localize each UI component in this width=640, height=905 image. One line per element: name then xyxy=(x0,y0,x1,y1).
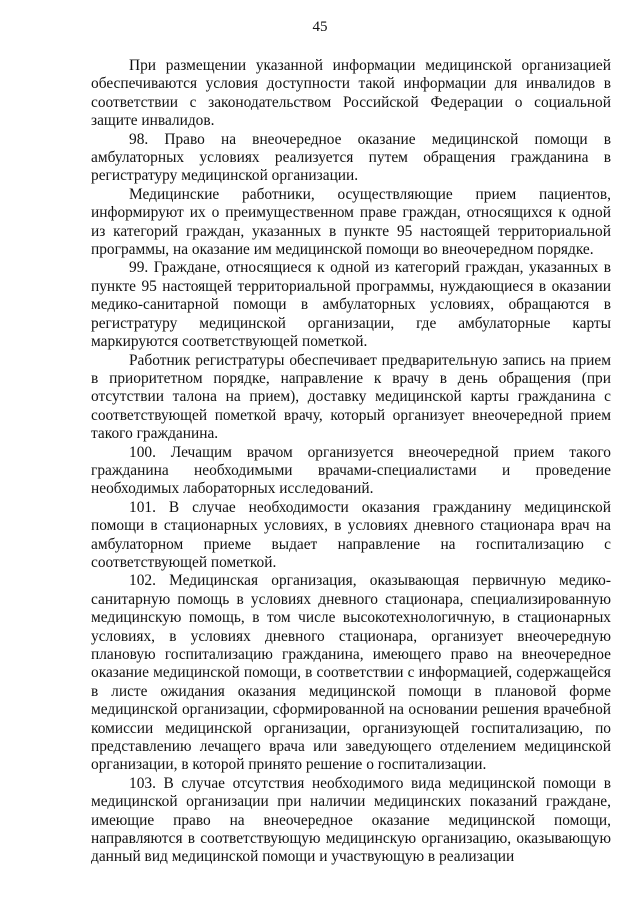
paragraph-98: 98. Право на внеочередное оказание медицинской помощи в амбулаторных условиях реализуется путем обращения гражданина в регистратуру медицинской организации. xyxy=(91,130,611,185)
document-body xyxy=(91,57,611,867)
page-number: 45 xyxy=(312,19,328,35)
paragraph-102: 102. Медицинская организация, оказывающая первичную медико-санитарную помощь в условиях дневного стационара, специализированную медицинскую помощь, в том числе высокотехнологичную, в стационарных условиях, в условиях дневного стационара, организует внеочередную плановую госпитализацию гражданина, имеющего право на внеочередное оказание медицинской помощи, в соответствии с информацией, содержащейся в листе ожидания оказания медицинской помощи в плановой форме медицинской организации, сформированной на основании решения врачебной комиссии медицинской организации, организующей госпитализацию, по представлению лечащего врача или заведующего отделением медицинской организации, в которой принято решение о госпитализации. xyxy=(91,572,611,774)
paragraph-101: 101. В случае необходимости оказания гражданину медицинской помощи в стационарных условиях, в условиях дневного стационара врач на амбулаторном приеме выдает направление на госпитализацию с соответствующей пометкой. xyxy=(91,498,611,571)
paragraph-100: 100. Лечащим врачом организуется внеочередной прием такого гражданина необходимыми врачами-специалистами и проведение необходимых лабораторных исследований. xyxy=(91,443,611,498)
paragraph-accessibility-info: При размещении указанной информации медицинской организацией обеспечиваются условия доступности такой информации для инвалидов в соответствии с законодательством Российской Федерации о социальной защите инвалидов. xyxy=(91,57,611,130)
paragraph-medical-workers: Медицинские работники, осуществляющие прием пациентов, информируют их о преимущественном праве граждан, относящихся к одной из категорий граждан, указанных в пункте 95 настоящей территориальной программы, на оказание им медицинской помощи во внеочередном порядке. xyxy=(91,185,611,259)
paragraph-registry-worker: Работник регистратуры обеспечивает предварительную запись на прием в приоритетном порядке, направление к врачу в день обращения (при отсутствии талона на прием), доставку медицинской карты гражданина с соответствующей пометкой врачу, который организует внеочередной прием такого гражданина. xyxy=(91,351,611,443)
paragraph-103: 103. В случае отсутствия необходимого вида медицинской помощи в медицинской организации при наличии медицинских показаний граждане, имеющие право на внеочередное оказание медицинской помощи, направляются в соответствующую медицинскую организацию, оказывающую данный вид медицинской помощи и участвующую в реализации xyxy=(91,774,611,866)
paragraph-99: 99. Граждане, относящиеся к одной из категорий граждан, указанных в пункте 95 настоящей территориальной программы, нуждающиеся в оказании медико-санитарной помощи в амбулаторных условиях, обращаются в регистратуру медицинской организации, где амбулаторные карты маркируются соответствующей пометкой. xyxy=(91,259,611,351)
